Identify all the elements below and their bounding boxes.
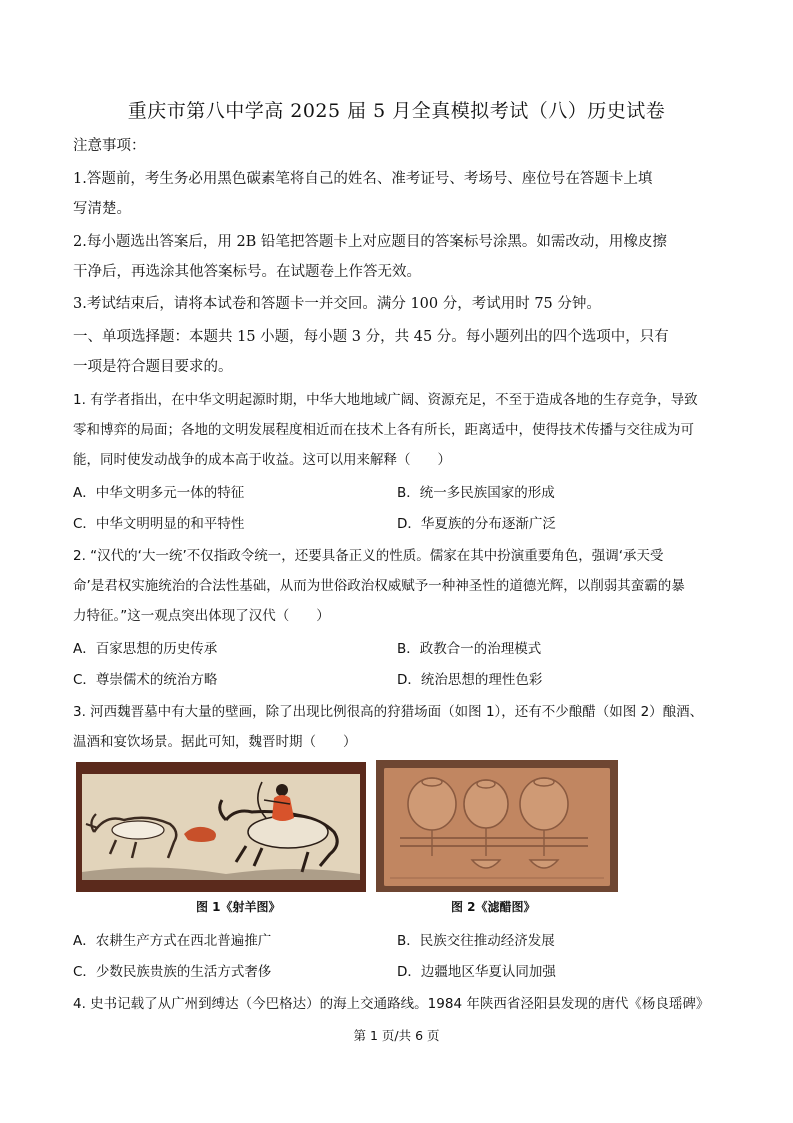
question-1-option-d: D．华夏族的分布逐渐广泛 <box>397 516 556 532</box>
question-3-option-c: C．少数民族贵族的生活方式奢侈 <box>73 964 272 980</box>
figure-2-vinegar-brick <box>376 760 618 892</box>
figure-2-caption: 图 2《滤醋图》 <box>451 900 536 914</box>
notice-item-1-line-1: 1.答题前，考生务必用黑色碳素笔将自己的姓名、准考证号、考场号、座位号在答题卡上填 <box>73 171 653 187</box>
exam-title: 重庆市第八中学高 2025 届 5 月全真模拟考试（八）历史试卷 <box>127 100 666 122</box>
question-2-option-b: B．政教合一的治理模式 <box>397 641 542 657</box>
question-2-option-d: D．统治思想的理性色彩 <box>397 672 543 688</box>
notice-item-2-line-2: 干净后，再选涂其他答案标号。在试题卷上作答无效。 <box>73 264 421 280</box>
question-2-line-1: 2. “汉代的‘大一统’不仅指政令统一，还要具备正义的性质。儒家在其中扮演重要角色，强调‘承天受 <box>73 548 664 564</box>
question-1-line-1: 1. 有学者指出，在中华文明起源时期，中华大地地域广阔、资源充足，不至于造成各地的生存竞争，导致 <box>73 392 698 408</box>
question-3-option-b: B．民族交往推动经济发展 <box>397 933 555 949</box>
notice-item-3: 3.考试结束后，请将本试卷和答题卡一并交回。满分 100 分，考试用时 75 分钟。 <box>73 296 601 312</box>
question-1-line-2: 零和博弈的局面；各地的文明发展程度相近而在技术上各有所长，距离适中，使得技术传播与交往成为可 <box>73 422 694 438</box>
question-4-line-1: 4. 史书记载了从广州到缚达（今巴格达）的海上交通路线。1984 年陕西省泾阳县发现的唐代《杨良瑶碑》 <box>73 996 710 1012</box>
question-3-line-2: 温酒和宴饮场景。据此可知，魏晋时期（ ） <box>73 734 357 750</box>
question-2-option-c: C．尊崇儒术的统治方略 <box>73 672 218 688</box>
question-3-option-a: A．农耕生产方式在西北普遍推广 <box>73 933 272 949</box>
question-1-line-3: 能，同时使发动战争的成本高于收益。这可以用来解释（ ） <box>73 452 451 468</box>
section-heading-line-1: 一、单项选择题：本题共 15 小题，每小题 3 分，共 45 分。每小题列出的四个选项中，只有 <box>73 329 669 345</box>
vinegar-brick-image <box>376 760 618 892</box>
figure-1-hunting-mural <box>76 762 366 892</box>
notice-heading: 注意事项： <box>73 138 146 154</box>
hunting-mural-image <box>76 762 366 892</box>
figure-1-caption: 图 1《射羊图》 <box>196 900 281 914</box>
notice-item-1-line-2: 写清楚。 <box>73 201 131 217</box>
page-footer: 第 1 页/共 6 页 <box>353 1028 440 1043</box>
question-2-line-2: 命’是君权实施统治的合法性基础，从而为世俗政治权威赋予一种神圣性的道德光辉，以削弱其蛮霸的暴 <box>73 578 685 594</box>
notice-item-2-line-1: 2.每小题选出答案后，用 2B 铅笔把答题卡上对应题目的答案标号涂黑。如需改动，用橡皮擦 <box>73 234 667 250</box>
question-1-option-a: A．中华文明多元一体的特征 <box>73 485 245 501</box>
question-1-option-c: C．中华文明明显的和平特性 <box>73 516 245 532</box>
question-3-line-1: 3. 河西魏晋墓中有大量的壁画，除了出现比例很高的狩猎场面（如图 1），还有不少酿醋（如图 2）酿酒、 <box>73 704 704 720</box>
question-2-option-a: A．百家思想的历史传承 <box>73 641 218 657</box>
question-1-option-b: B．统一多民族国家的形成 <box>397 485 555 501</box>
question-3-option-d: D．边疆地区华夏认同加强 <box>397 964 556 980</box>
section-heading-line-2: 一项是符合题目要求的。 <box>73 359 233 375</box>
question-2-line-3: 力特征。”这一观点突出体现了汉代（ ） <box>73 608 330 624</box>
